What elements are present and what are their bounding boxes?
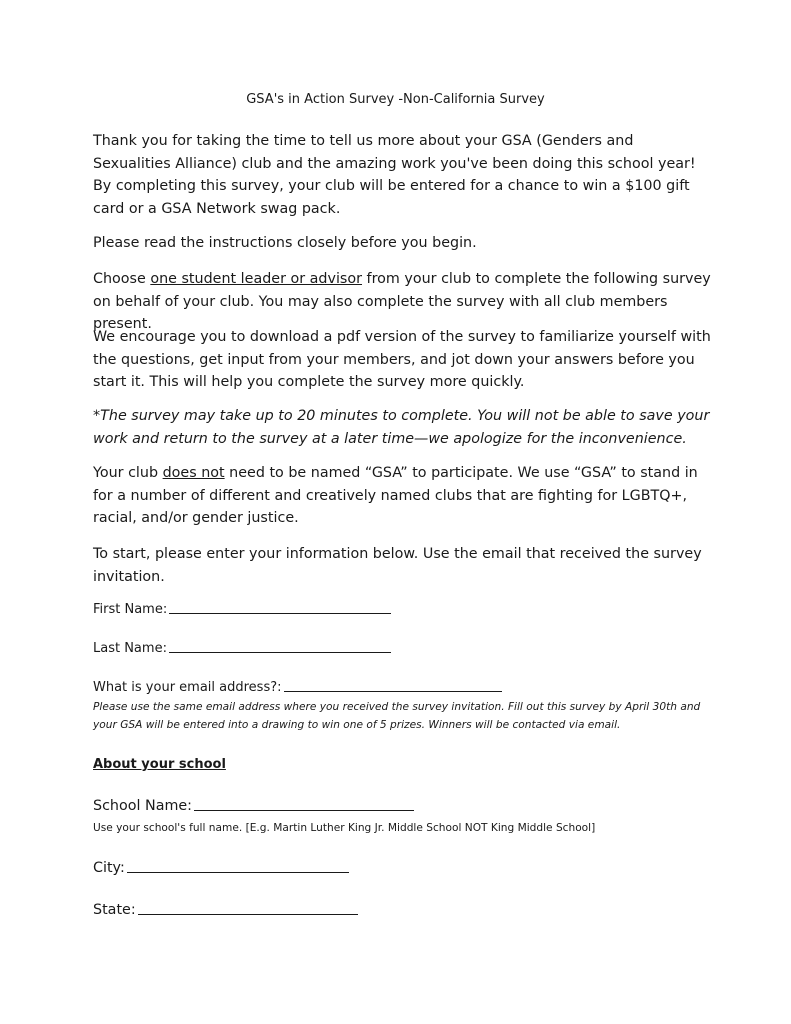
page-title: GSA's in Action Survey -Non-California Survey bbox=[246, 92, 545, 107]
instructions-paragraph: Please read the instructions closely before you begin. bbox=[93, 235, 477, 251]
last-name-input-line[interactable] bbox=[169, 651, 391, 653]
school-name-note: Use your school's full name. [E.g. Martin Luther King Jr. Middle School NOT King Middle School] bbox=[93, 822, 596, 834]
city-input-line[interactable] bbox=[127, 871, 349, 873]
email-input-line[interactable] bbox=[284, 690, 502, 692]
first-name-field[interactable] bbox=[93, 602, 391, 617]
city-label: City: bbox=[93, 860, 125, 876]
time-note-paragraph: *The survey may take up to 20 minutes to complete. You will not be able to save your work and return to the survey at a later time—we apologize for the inconvenience. bbox=[93, 408, 710, 447]
email-field[interactable] bbox=[93, 680, 502, 695]
state-input-line[interactable] bbox=[138, 913, 358, 915]
choose-text-after: from your club to complete the following survey on behalf of your club. You may also complete the survey with all club members present. bbox=[93, 271, 711, 332]
about-school-heading: About your school bbox=[93, 757, 226, 772]
choose-text-before: Choose bbox=[93, 271, 151, 287]
intro-paragraph: Thank you for taking the time to tell us more about your GSA (Genders and Sexualities Alliance) club and the amazing work you've been doing this school year! By completing this survey, your club will be entered for a chance to win a $100 gift card or a GSA Network swag pack. bbox=[93, 133, 696, 217]
city-field[interactable] bbox=[93, 860, 349, 876]
naming-text-after: need to be named “GSA” to participate. We use “GSA” to stand in for a number of different and creatively named clubs that are fighting for LGBTQ+, racial, and/or gender justice. bbox=[93, 465, 698, 526]
first-name-input-line[interactable] bbox=[169, 612, 391, 614]
last-name-field[interactable] bbox=[93, 641, 391, 656]
state-field[interactable] bbox=[93, 902, 358, 918]
choose-text-underlined: one student leader or advisor bbox=[150, 271, 363, 287]
school-name-input-line[interactable] bbox=[194, 809, 414, 811]
state-label: State: bbox=[93, 902, 136, 918]
naming-text-underlined: does not bbox=[162, 465, 225, 481]
naming-paragraph bbox=[93, 462, 713, 530]
start-paragraph: To start, please enter your information below. Use the email that received the survey invitation. bbox=[93, 546, 702, 585]
school-name-label: School Name: bbox=[93, 798, 193, 814]
last-name-label: Last Name: bbox=[93, 641, 167, 656]
first-name-label: First Name: bbox=[93, 602, 168, 617]
school-name-field[interactable] bbox=[93, 798, 414, 814]
email-label: What is your email address?: bbox=[93, 680, 282, 695]
naming-text-before: Your club bbox=[93, 465, 163, 481]
email-note: Please use the same email address where you received the survey invitation. Fill out this survey by April 30th and your GSA will be entered into a drawing to win one of 5 prizes. Winners will be contacted via email. bbox=[93, 701, 701, 731]
encourage-paragraph: We encourage you to download a pdf version of the survey to familiarize yourself with the questions, get input from your members, and jot down your answers before you start it. This will help you complete the survey more quickly. bbox=[93, 329, 711, 390]
